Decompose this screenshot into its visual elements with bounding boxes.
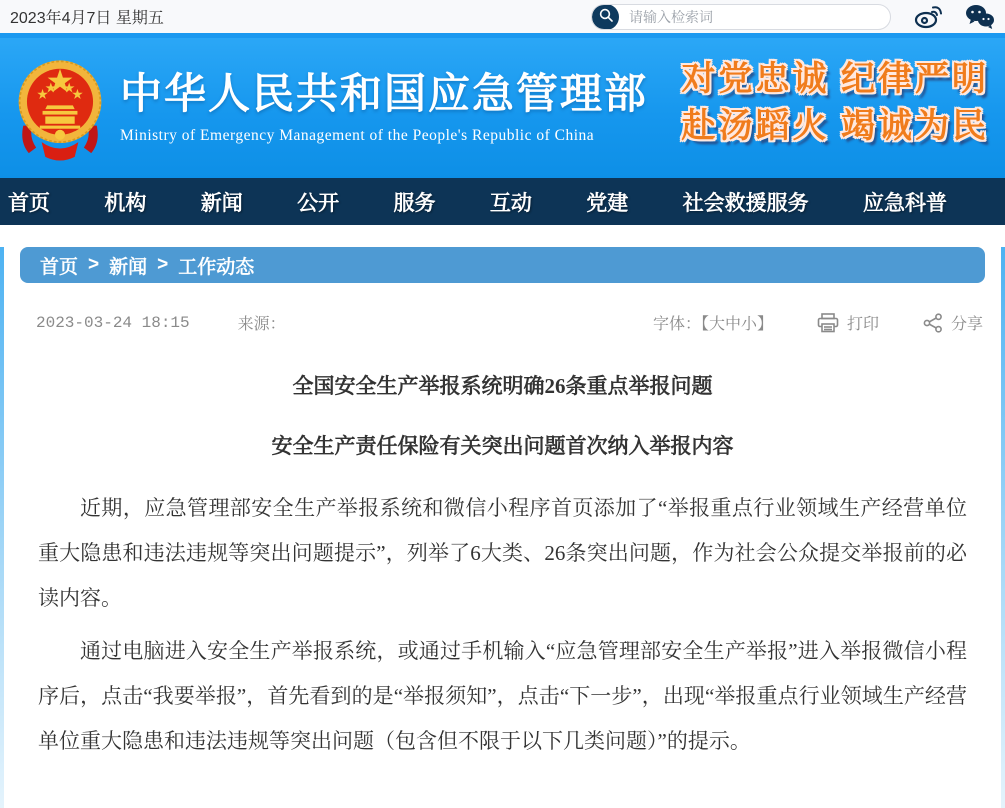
breadcrumb-separator: > [157, 254, 169, 275]
nav-item-science[interactable]: 应急科普 [863, 191, 947, 215]
publish-datetime: 2023-03-24 18:15 [36, 313, 190, 332]
font-size-switcher[interactable]: 字体：【大中小】 [652, 316, 773, 333]
nav-item-interact[interactable]: 互动 [489, 191, 532, 215]
share-label: 分享 [950, 316, 983, 333]
article-body [38, 486, 967, 764]
topbar-right-group [591, 4, 995, 30]
article [0, 370, 1005, 764]
nav-item-news[interactable]: 新闻 [200, 191, 243, 215]
article-title-line2: 安全生产责任保险有关突出问题首次纳入举报内容 [271, 434, 734, 458]
slogan-banner [682, 56, 990, 150]
nav-item-services[interactable]: 服务 [393, 191, 436, 215]
nav-item-orgs[interactable]: 机构 [104, 191, 147, 215]
wechat-icon[interactable] [965, 4, 995, 30]
site-subtitle-en: Ministry of Emergency Management of the People's Republic of China [120, 127, 595, 144]
meta-actions [653, 311, 983, 334]
article-paragraph: 通过电脑进入安全生产举报系统，或通过手机输入“应急管理部安全生产举报”进入举报微信小程序后，点击“我要举报”，首先看到的是“举报须知”，点击“下一步”，出现“举报重点行业领域生产经营单位重大隐患和违法违规等突出问题（包含但不限于以下几类问题）”的提示。 [38, 639, 967, 753]
site-title: 中华人民共和国应急管理部 [120, 72, 649, 118]
breadcrumb-current: 工作动态 [178, 256, 255, 278]
search-box[interactable] [591, 4, 891, 30]
share-icon [923, 313, 943, 333]
search-button[interactable] [592, 4, 619, 30]
content-area [0, 247, 1005, 808]
breadcrumb [20, 247, 985, 283]
nav-item-home[interactable]: 首页 [8, 191, 50, 215]
slogan-line-1: 对党忠诚 纪律严明 [681, 61, 989, 98]
breadcrumb-separator: > [88, 254, 100, 275]
current-date: 2023年4月7日 星期五 [10, 10, 164, 27]
print-label: 打印 [846, 316, 879, 333]
search-icon [599, 8, 613, 25]
source-label: 来源： [237, 316, 286, 333]
nav-item-public[interactable]: 公开 [297, 191, 340, 215]
header-title-block [120, 71, 648, 145]
site-header [0, 38, 1005, 178]
search-input[interactable] [619, 9, 890, 25]
national-emblem [14, 54, 106, 166]
main-nav [0, 178, 1005, 225]
print-action[interactable] [817, 311, 879, 334]
nav-item-party[interactable]: 党建 [586, 191, 629, 215]
printer-icon [817, 313, 839, 333]
share-action[interactable] [923, 311, 983, 334]
nav-item-rescue[interactable]: 社会救援服务 [682, 191, 809, 215]
article-paragraph: 近期，应急管理部安全生产举报系统和微信小程序首页添加了“举报重点行业领域生产经营单位重大隐患和违法违规等突出问题提示”，列举了6大类、26条突出问题，作为社会公众提交举报前的必读内容。 [38, 496, 967, 610]
article-title-line1: 全国安全生产举报系统明确26条重点举报问题 [292, 374, 713, 398]
breadcrumb-home[interactable]: 首页 [40, 256, 79, 278]
breadcrumb-news[interactable]: 新闻 [109, 256, 148, 278]
weibo-icon[interactable] [913, 4, 943, 30]
top-bar [0, 0, 1005, 33]
slogan-line-2: 赴汤蹈火 竭诚为民 [681, 108, 989, 145]
article-meta-row [36, 311, 983, 334]
